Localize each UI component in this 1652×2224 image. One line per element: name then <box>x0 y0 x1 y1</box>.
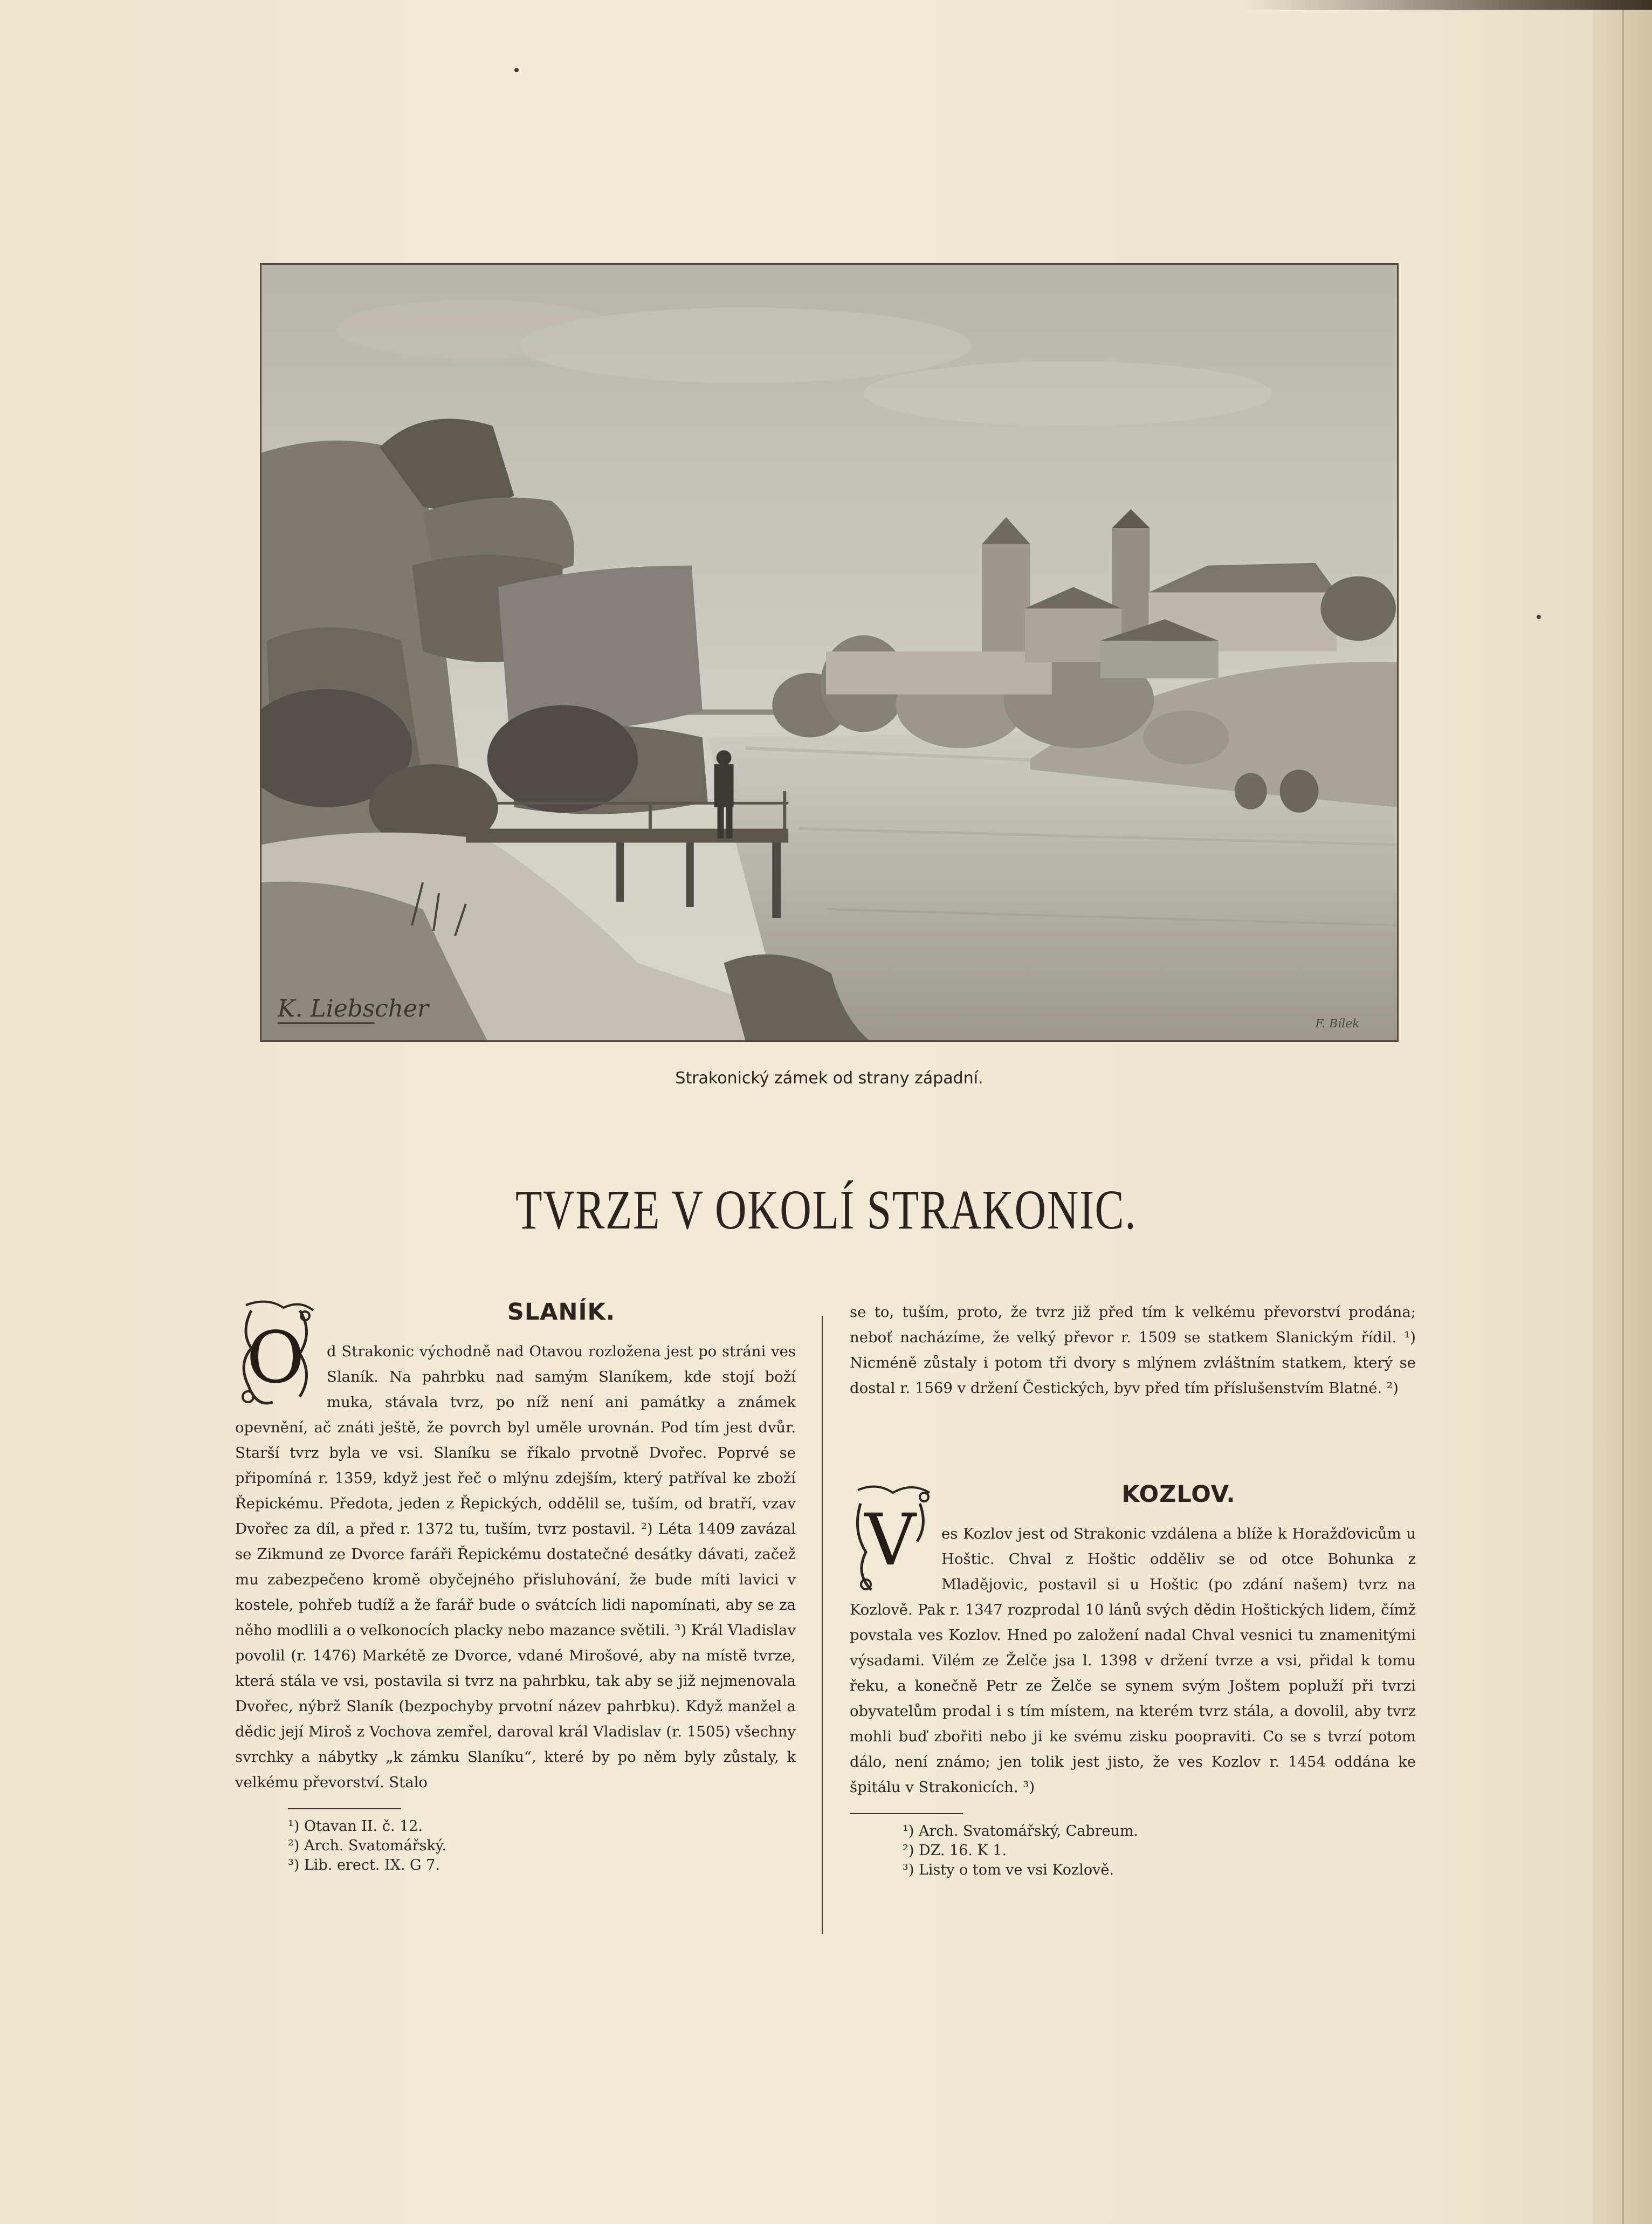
page-edge-line <box>1622 0 1624 2224</box>
column-left <box>235 1300 796 1875</box>
scan-shadow <box>1240 0 1652 10</box>
kozlov-paragraph: es Kozlov jest od Strakonic vzdálena a blíže k Horažďovicům u Hoštic. Chval z Hoštic odděliv se od otce Bohunka z Mladějovic, postavil si u Hoštic (po zdání našem) tvrz na Kozlově. Pak r. 1347 rozprodal 10 lánů svých dědin Hoštických lidem, čímž povstala ves Kozlov. Hned po založení nadal Chval vesnici tu znamenitými výsadami. Vilém ze Želče jsa l. 1398 v držení tvrze a vsi, přidal k tomu řeku, a konečně Petr ze Želče se synem svým Joštem popluží při tvrzi obyvatelům prodal i s tím místem, na kterém tvrz stála, a dovolil, aby tvrz mohli buď zbořiti nebo ji ke svému zisku poopraviti. Co se s tvrzí potom dálo, není známo; jen tolik jest jisto, že ves Kozlov r. 1454 oddána ke špitálu v Strakonicích. ³) <box>850 1525 1416 1796</box>
column-divider <box>822 1316 823 1934</box>
footnote-1: ¹) Arch. Svatomářský, Cabreum. <box>903 1823 1139 1839</box>
section-heading-kozlov: KOZLOV. <box>1121 1481 1236 1508</box>
ink-speck <box>1537 615 1541 619</box>
drop-cap-letter: V <box>864 1499 916 1582</box>
section-heading-slanik: SLANÍK. <box>507 1299 616 1326</box>
drop-cap-letter: O <box>246 1316 305 1399</box>
footnote-2: ²) Arch. Svatomářský. <box>288 1837 447 1854</box>
ink-speck <box>514 68 519 72</box>
kozlov-section <box>850 1482 1416 1880</box>
illustration-caption: Strakonický zámek od strany západní. <box>675 1069 983 1088</box>
slanik-continuation: se to, tuším, proto, že tvrz již před tím k velkému převorství prodána; neboť nacházíme, že velký převor r. 1509 se statkem Slanickým řídil. ¹) Nicméně zůstaly i potom tři dvory s mlýnem zvláštním statkem, který se dostal r. 1569 v držení Čestických, byv před tím příslušenstvím Blatné. ²) <box>850 1303 1416 1397</box>
page-title: TVRZE V OKOLÍ STRAKONIC. <box>515 1179 1137 1241</box>
column-right-continuation <box>850 1300 1416 1401</box>
footnote-1: ¹) Otavan II. č. 12. <box>288 1818 423 1835</box>
ornamental-initial-v <box>850 1482 931 1595</box>
slanik-footnotes <box>235 1817 796 1875</box>
footnote-3: ³) Lib. erect. IX. G 7. <box>288 1857 440 1873</box>
engraver-mark: F. Bílek <box>1315 1017 1360 1031</box>
footnote-3: ³) Listy o tom ve vsi Kozlově. <box>903 1862 1114 1878</box>
footnote-rule <box>288 1808 401 1809</box>
footnote-2: ²) DZ. 16. K 1. <box>903 1842 1007 1859</box>
slanik-paragraph: d Strakonic východně nad Otavou rozložena jest po stráni ves Slaník. Na pahrbku nad samým Slaníkem, kde stojí boží muka, stávala tvrz, po níž není ani památky a známek opevnění, ač znáti ještě, že povrch byl uměle urovnán. Pod tím jest dvůr. Starší tvrz byla ve vsi. Slaníku se říkalo prvotně Dvořec. Poprvé se připomíná r. 1359, když jest řeč o mlýnu zdejším, který patříval ke zboží Řepickému. Předota, jeden z Řepických, oddělil se, tuším, od bratří, vzav Dvořec za díl, a před r. 1372 tu, tuším, tvrz postavil. ²) Léta 1409 zavázal se Zikmund ze Dvorce faráři Řepickému dostatečné desátky dávati, začež mu zabezpečeno kromě obyčejného přisluhování, že bude míti lavici v kostele, pohřeb tudíž a že farář bude o svátcích lidi napomínati, aby se za něho modlili a o velkonocích placky nebo mazance světili. ³) Král Vladislav povolil (r. 1476) Markétě ze Dvorce, vdané Mirošové, aby na místě tvrze, která stála ve vsi, postavila si tvrz na pahrbku, tak aby se již nejmenovala Dvořec, nýbrž Slaník (bezpochyby prvotní název pahrbku). Když manžel a dědic její Miroš z Vochova zemřel, daroval král Vladislav (r. 1505) všechny svrchky a nábytky „k zámku Slaníku“, které by po něm byly zůstaly, k velkému převorství. Stalo <box>235 1343 796 1791</box>
illustration-strakonice-castle <box>260 263 1399 1042</box>
kozlov-footnotes <box>850 1822 1416 1880</box>
ornamental-initial-o <box>235 1300 316 1413</box>
artist-signature: K. Liebscher <box>277 995 429 1023</box>
footnote-rule <box>850 1813 963 1814</box>
